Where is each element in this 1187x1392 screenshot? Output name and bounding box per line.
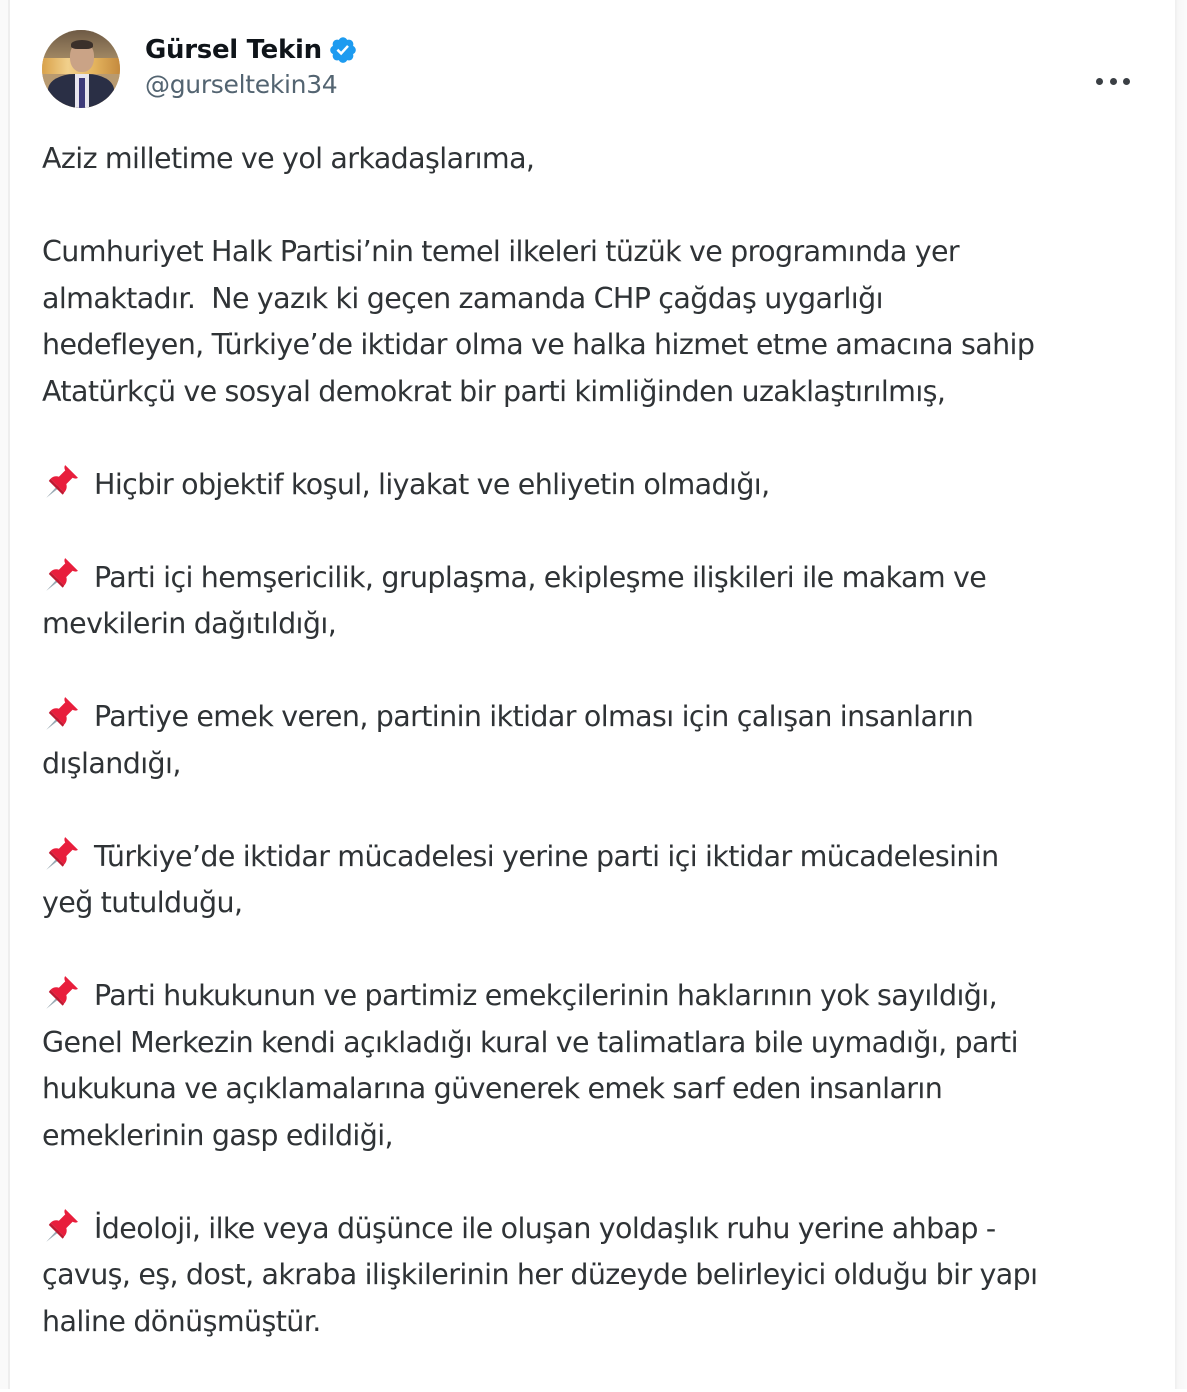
more-dot-icon [1110,78,1117,85]
bullet-text: Hiçbir objektif koşul, liyakat ve ehliyetin olmadığı, [94,467,770,501]
pushpin-icon [42,695,80,733]
bullet-paragraph-1 [42,462,1157,509]
bullet-text: Partiye emek veren, partinin iktidar olması için çalışan insanların [94,700,974,733]
text-line: Cumhuriyet Halk Partisi’nin temel ilkeleri tüzük ve programında yer [42,235,960,268]
text-line: Genel Merkezin kendi açıkladığı kural ve talimatlara bile uymadığı, parti [42,1025,1018,1059]
text-line: almaktadır. Ne yazık ki geçen zamanda CHP çağdaş uygarlığı [42,281,883,315]
bullet-text: İdeoloji, ilke veya düşünce ile oluşan yoldaşlık ruhu yerine ahbap - [94,1211,996,1245]
bullet-paragraph-6 [42,1206,1157,1346]
text-line [42,1206,1157,1253]
text-line [42,834,1157,881]
avatar-person-hair [71,40,93,49]
text-line: yeğ tutulduğu, [42,886,243,919]
text-line: mevkilerin dağıtıldığı, [42,607,337,640]
bullet-paragraph-2 [42,555,1157,648]
pushpin-icon [42,974,80,1012]
avatar-person-tie [79,78,85,108]
author-name-row [145,32,358,68]
bullet-paragraph-3 [42,694,1157,787]
pushpin-icon [42,463,80,501]
more-dot-icon [1123,78,1130,85]
tweet-card [10,0,1175,1389]
pushpin-icon [42,556,80,594]
author-display-name[interactable]: Gürsel Tekin [145,35,322,65]
greeting-paragraph [42,136,1157,183]
author-handle[interactable]: @gurseltekin34 [145,70,338,99]
text-line: emeklerinin gasp edildiği, [42,1118,394,1152]
bullet-text: Parti içi hemşericilik, gruplaşma, ekipleşme ilişkileri ile makam ve [94,560,987,594]
text-line: çavuş, eş, dost, akraba ilişkilerinin her düzeyde belirleyici olduğu bir yapı [42,1258,1038,1291]
text-line: Atatürkçü ve sosyal demokrat bir parti kimliğinden uzaklaştırılmış, [42,374,946,408]
text-line [42,694,1157,741]
text-line: haline dönüşmüştür. [42,1304,321,1338]
bullet-paragraph-4 [42,834,1157,927]
verified-badge-icon[interactable] [328,35,358,65]
text-line: dışlandığı, [42,746,181,780]
bullet-text: Türkiye’de iktidar mücadelesi yerine parti içi iktidar mücadelesinin [94,839,999,873]
pushpin-icon [42,835,80,873]
avatar[interactable] [42,30,120,108]
text-line: hukukuna ve açıklamalarına güvenerek emek sarf eden insanların [42,1072,943,1105]
text-line: hedefleyen, Türkiye’de iktidar olma ve halka hizmet etme amacına sahip [42,328,1035,361]
pushpin-icon [42,1207,80,1245]
more-options-button[interactable] [1096,72,1130,90]
text-line: Aziz milletime ve yol arkadaşlarıma, [42,142,535,175]
tweet-header [42,30,1152,110]
page-left-border [0,0,10,1389]
more-dot-icon [1096,78,1103,85]
text-line [42,462,1157,509]
intro-paragraph [42,229,1157,415]
author-info [145,32,358,99]
text-line [42,973,1157,1020]
page-right-border [1175,0,1187,1389]
bullet-paragraph-5 [42,973,1157,1159]
text-line [42,555,1157,602]
bullet-text: Parti hukukunun ve partimiz emekçilerinin haklarının yok sayıldığı, [94,979,998,1012]
tweet-text [42,136,1157,1392]
